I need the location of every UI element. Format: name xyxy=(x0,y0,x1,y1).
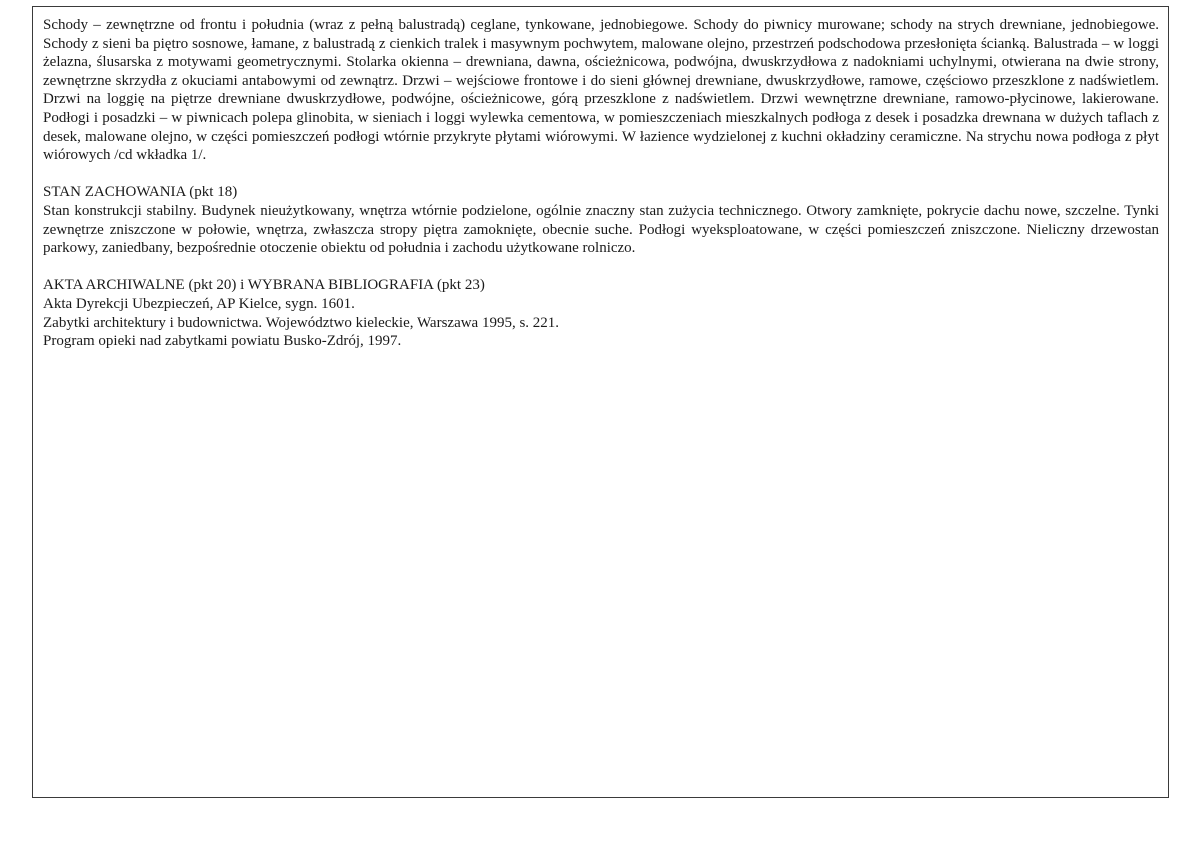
archive-entry: Zabytki architektury i budownictwa. Województwo kieleckie, Warszawa 1995, s. 221. xyxy=(43,314,560,331)
condition-text: Stan konstrukcji stabilny. Budynek nieużytkowany, wnętrza wtórnie podzielone, ogólnie znaczny stan zużycia technicznego. Otwory zamknięte, pokrycie dachu nowe, szczelne. Tynki zewnętrze zniszczone w połowie, wnętrza, zwłaszcza stropy piętra zamoknięte, obecnie suche. Podłogi wyeksploatowane, w części pomieszczeń zniszczone. Nieliczny drzewostan parkowy, zaniedbany, bezpośrednie otoczenie obiektu od południa i zachodu użytkowane rolniczo. xyxy=(43,202,1159,257)
archive-entry: Program opieki nad zabytkami powiatu Busko-Zdrój, 1997. xyxy=(43,333,402,350)
intro-paragraph: Schody – zewnętrzne od frontu i południa (wraz z pełną balustradą) ceglane, tynkowane, jednobiegowe. Schody do piwnicy murowane; schody na strych drewniane, jednobiegowe. Schody z sieni ba piętro sosnowe, łamane, z balustradą z cienkich tralek i masywnym pochwytem, malowane olejno, przestrzeń podschodowa przesłonięta ścianką. Balustrada – w loggi żelazna, ślusarska z motywami geometrycznymi. Stolarka okienna – drewniana, dawna, ościeżnicowa, podwójna, dwuskrzydłowa z nadokniami uchylnymi, otwierana na dwie strony, zewnętrzne skrzydła z okuciami antabowymi od zewnątrz. Drzwi – wejściowe frontowe i do sieni głównej drewniane, dwuskrzydłowe, ramowe, częściowo przeszklone z nadświetlem. Drzwi na loggię na piętrze drewniane dwuskrzydłowe, podwójne, ościeżnicowe, górą przeszklone z nadświetlem. Drzwi wewnętrzne drewniane, ramowo-płycinowe, lakierowane. Podłogi i posadzki – w piwnicach polepa glinobita, w sieniach i loggi wylewka cementowa, w pomieszczeniach mieszkalnych podłoga z desek i posadzka drewnana w dużych taflach z desek, malowane olejno, w części pomieszczeń podłogi wtórnie przykryte płytami wiórowymi. W łazience wydzielonej z kuchni okładziny ceramiczne. Na strychu nowa podłoga z płyt wiórowych /cd wkładka 1/. xyxy=(43,17,1159,164)
condition-heading: STAN ZACHOWANIA (pkt 18) xyxy=(43,184,238,201)
document-body xyxy=(43,16,1159,351)
archive-entry: Akta Dyrekcji Ubezpieczeń, AP Kielce, sygn. 1601. xyxy=(43,295,355,312)
condition-section xyxy=(43,183,1159,257)
archives-section xyxy=(43,276,1159,350)
archives-heading: AKTA ARCHIWALNE (pkt 20) i WYBRANA BIBLIOGRAFIA (pkt 23) xyxy=(43,277,485,294)
